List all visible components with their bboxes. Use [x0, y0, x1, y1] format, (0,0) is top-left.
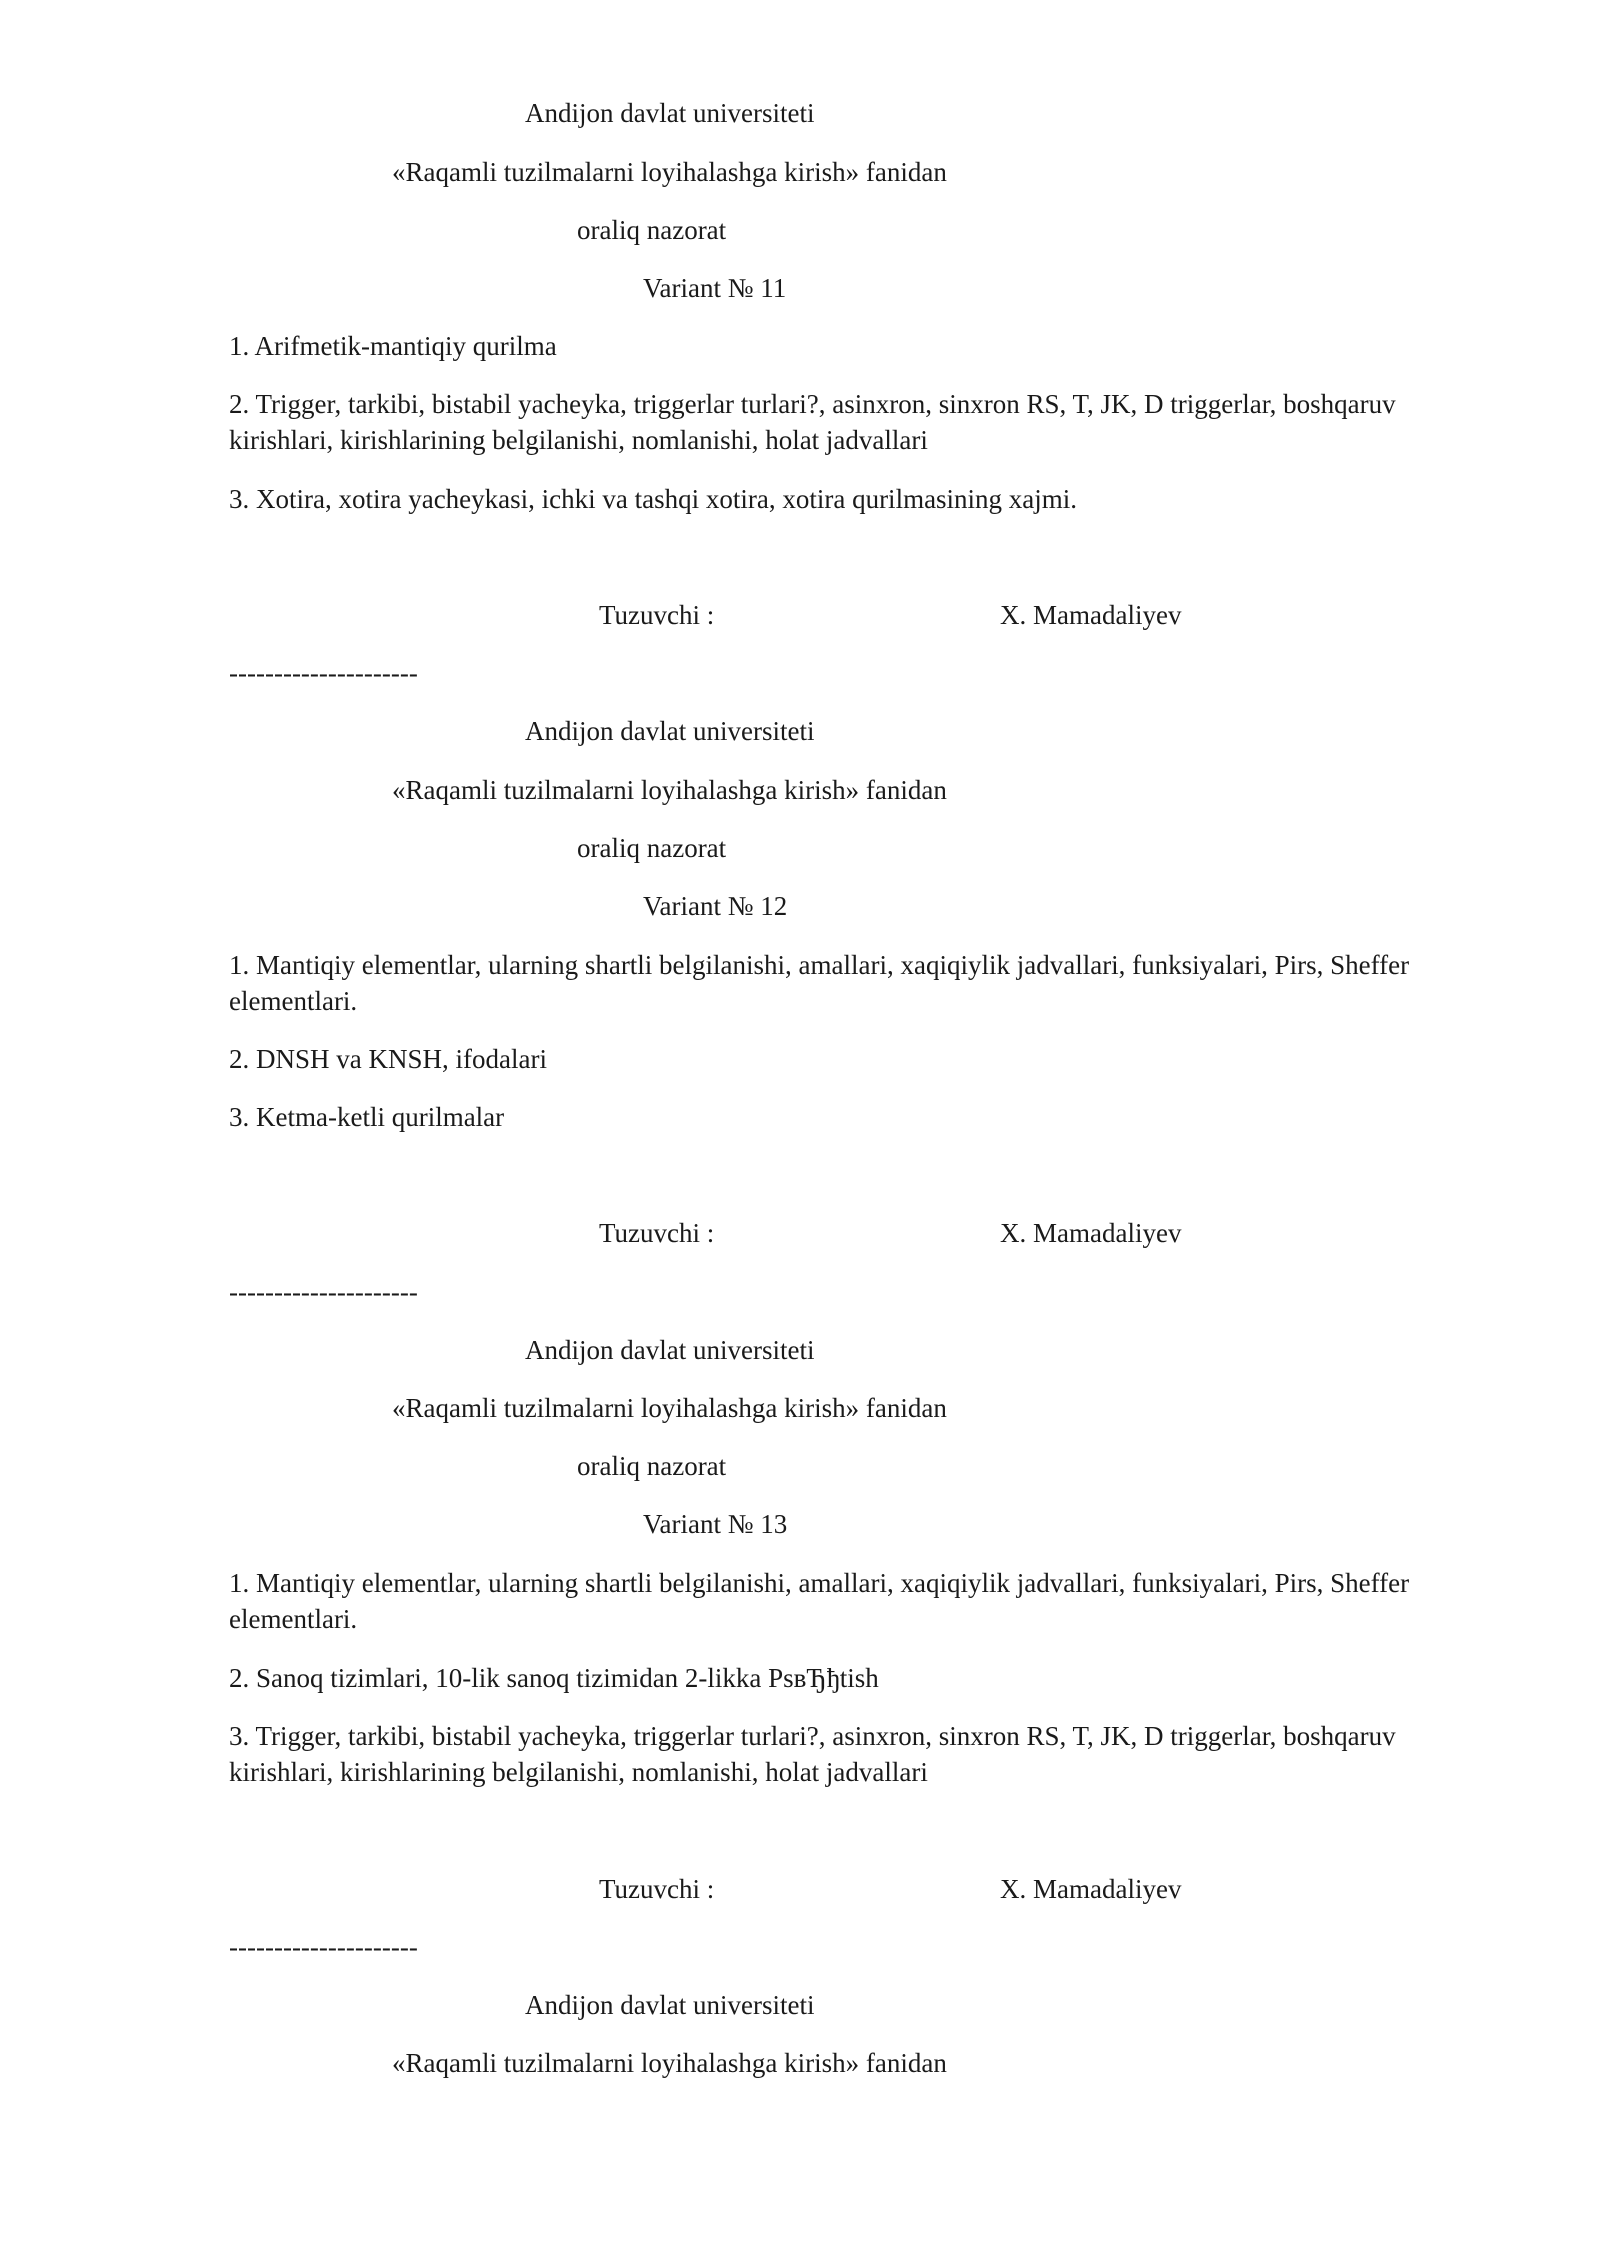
variant-heading: Variant № 13: [643, 1509, 788, 1539]
author-label: Tuzuvchi :: [599, 1874, 715, 1904]
exam-type: oraliq nazorat: [577, 215, 727, 245]
question-item: 2. DNSH va KNSH, ifodalari: [229, 1044, 547, 1074]
course-title: «Raqamli tuzilmalarni loyihalashga kirish» fanidan: [392, 157, 947, 187]
author-label: Tuzuvchi :: [599, 600, 715, 630]
variant-heading: Variant № 11: [643, 273, 787, 303]
course-title: «Raqamli tuzilmalarni loyihalashga kirish» fanidan: [392, 1393, 947, 1423]
question-item: 2. Trigger, tarkibi, bistabil yacheyka, triggerlar turlari?, asinxron, sinxron RS, T, JK, D triggerlar, boshqaruv kirishlari, kirishlarining belgilanishi, nomlanishi, holat jadvallari: [229, 389, 1396, 455]
question-item: 2. Sanoq tizimlari, 10-lik sanoq tizimidan 2-likka PsвЂђtish: [229, 1663, 879, 1693]
author-name: X. Mamadaliyev: [1000, 600, 1182, 630]
separator: ---------------------: [229, 1277, 418, 1307]
question-item: 3. Ketma-ketli qurilmalar: [229, 1102, 505, 1132]
course-title: «Raqamli tuzilmalarni loyihalashga kirish» fanidan: [392, 775, 947, 805]
course-title: «Raqamli tuzilmalarni loyihalashga kirish» fanidan: [392, 2048, 947, 2078]
question-item: 3. Xotira, xotira yacheykasi, ichki va tashqi xotira, xotira qurilmasining xajmi.: [229, 484, 1078, 514]
author-label: Tuzuvchi :: [599, 1218, 715, 1248]
university-name: Andijon davlat universiteti: [525, 1335, 815, 1365]
university-name: Andijon davlat universiteti: [525, 98, 815, 128]
variant-heading: Variant № 12: [643, 891, 788, 921]
exam-type: oraliq nazorat: [577, 833, 727, 863]
university-name: Andijon davlat universiteti: [525, 716, 815, 746]
author-name: X. Mamadaliyev: [1000, 1874, 1182, 1904]
separator: ---------------------: [229, 658, 418, 688]
university-name: Andijon davlat universiteti: [525, 1990, 815, 2020]
question-item: 1. Mantiqiy elementlar, ularning shartli belgilanishi, amallari, xaqiqiylik jadvallari, funksiyalari, Pirs, Sheffer elementlari.: [229, 950, 1410, 1016]
question-item: 1. Mantiqiy elementlar, ularning shartli belgilanishi, amallari, xaqiqiylik jadvallari, funksiyalari, Pirs, Sheffer elementlari.: [229, 1568, 1410, 1634]
author-name: X. Mamadaliyev: [1000, 1218, 1182, 1248]
exam-type: oraliq nazorat: [577, 1451, 727, 1481]
separator: ---------------------: [229, 1932, 418, 1962]
question-item: 3. Trigger, tarkibi, bistabil yacheyka, triggerlar turlari?, asinxron, sinxron RS, T, JK, D triggerlar, boshqaruv kirishlari, kirishlarining belgilanishi, nomlanishi, holat jadvallari: [229, 1721, 1396, 1787]
question-item: 1. Arifmetik-mantiqiy qurilma: [229, 331, 557, 361]
